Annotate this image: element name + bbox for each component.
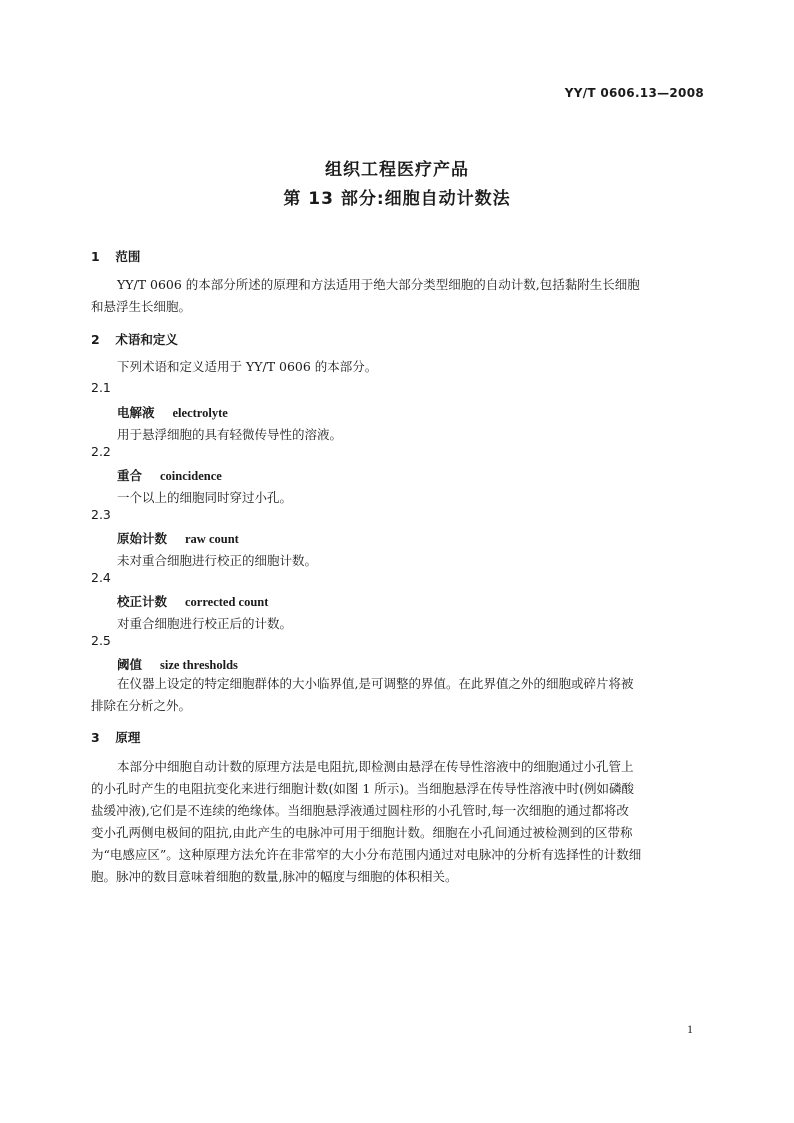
section-2-heading [91,330,178,348]
paragraph-line: YY/T 0606 的本部分所述的原理和方法适用于绝大部分类型细胞的自动计数,包括黏附生长细胞 [117,277,640,292]
paragraph-line: 为“电感应区”。这种原理方法允许在非常窄的大小分布范围内通过对电脉冲的分析有选择性的计数细 [91,847,642,862]
paragraph-line: 排除在分析之外。 [91,698,192,713]
term-number: 2.1 [91,380,111,395]
paragraph-line: 和悬浮生长细胞。 [91,299,192,314]
term-english: coincidence [160,469,222,483]
section-title: 范围 [115,249,141,264]
term-chinese: 电解液 [117,405,155,420]
term-chinese: 阈值 [117,657,143,672]
term-number: 2.2 [91,444,111,459]
term-heading [117,529,239,547]
term-english: corrected count [185,595,269,609]
section-1-heading [91,247,140,265]
term-english: electrolyte [172,406,228,420]
paragraph-line: 胞。脉冲的数目意味着细胞的数量,脉冲的幅度与细胞的体积相关。 [91,869,458,884]
term-number: 2.5 [91,633,111,648]
term-definition: 对重合细胞进行校正后的计数。 [117,616,293,631]
term-heading [117,403,228,421]
section-1-paragraph [91,274,707,318]
term-chinese: 重合 [117,468,143,483]
page-number: 1 [687,1022,693,1036]
section-number: 2 [91,332,100,347]
paragraph-line: 变小孔两侧电极间的阻抗,由此产生的电脉冲可用于细胞计数。细胞在小孔间通过被检测到的区带称 [91,825,633,840]
term-chinese: 校正计数 [117,594,168,609]
paragraph-line: 盐缓冲液),它们是不连续的绝缘体。当细胞悬浮液通过圆柱形的小孔管时,每一次细胞的通过都将改 [91,803,629,818]
term-heading [117,655,238,673]
section-number: 3 [91,730,100,745]
term-number: 2.3 [91,507,111,522]
term-chinese: 原始计数 [117,531,168,546]
term-definition: 未对重合细胞进行校正的细胞计数。 [117,553,318,568]
standard-code: YY/T 0606.13—2008 [564,86,704,100]
term-number: 2.4 [91,570,111,585]
document-title-line1: 组织工程医疗产品 [325,160,469,180]
paragraph-line: 的小孔时产生的电阻抗变化来进行细胞计数(如图 1 所示)。当细胞悬浮在传导性溶液中时(例如磷酸 [91,781,635,796]
document-title-line2: 第 13 部分:细胞自动计数法 [283,189,511,209]
term-english: size thresholds [160,658,238,672]
section-3-heading [91,728,140,746]
term-english: raw count [185,532,239,546]
section-title: 术语和定义 [115,332,178,347]
term-definition: 一个以上的细胞同时穿过小孔。 [117,490,293,505]
section-title: 原理 [115,730,141,745]
section-2-intro: 下列术语和定义适用于 YY/T 0606 的本部分。 [117,359,378,374]
term-heading [117,592,268,610]
term-definition [91,673,707,717]
section-3-paragraph [91,756,707,888]
section-number: 1 [91,249,100,264]
term-heading [117,466,222,484]
term-definition: 用于悬浮细胞的具有轻微传导性的溶液。 [117,427,343,442]
paragraph-line: 本部分中细胞自动计数的原理方法是电阻抗,即检测由悬浮在传导性溶液中的细胞通过小孔管上 [117,759,634,774]
paragraph-line: 在仪器上设定的特定细胞群体的大小临界值,是可调整的界值。在此界值之外的细胞或碎片将被 [117,676,634,691]
